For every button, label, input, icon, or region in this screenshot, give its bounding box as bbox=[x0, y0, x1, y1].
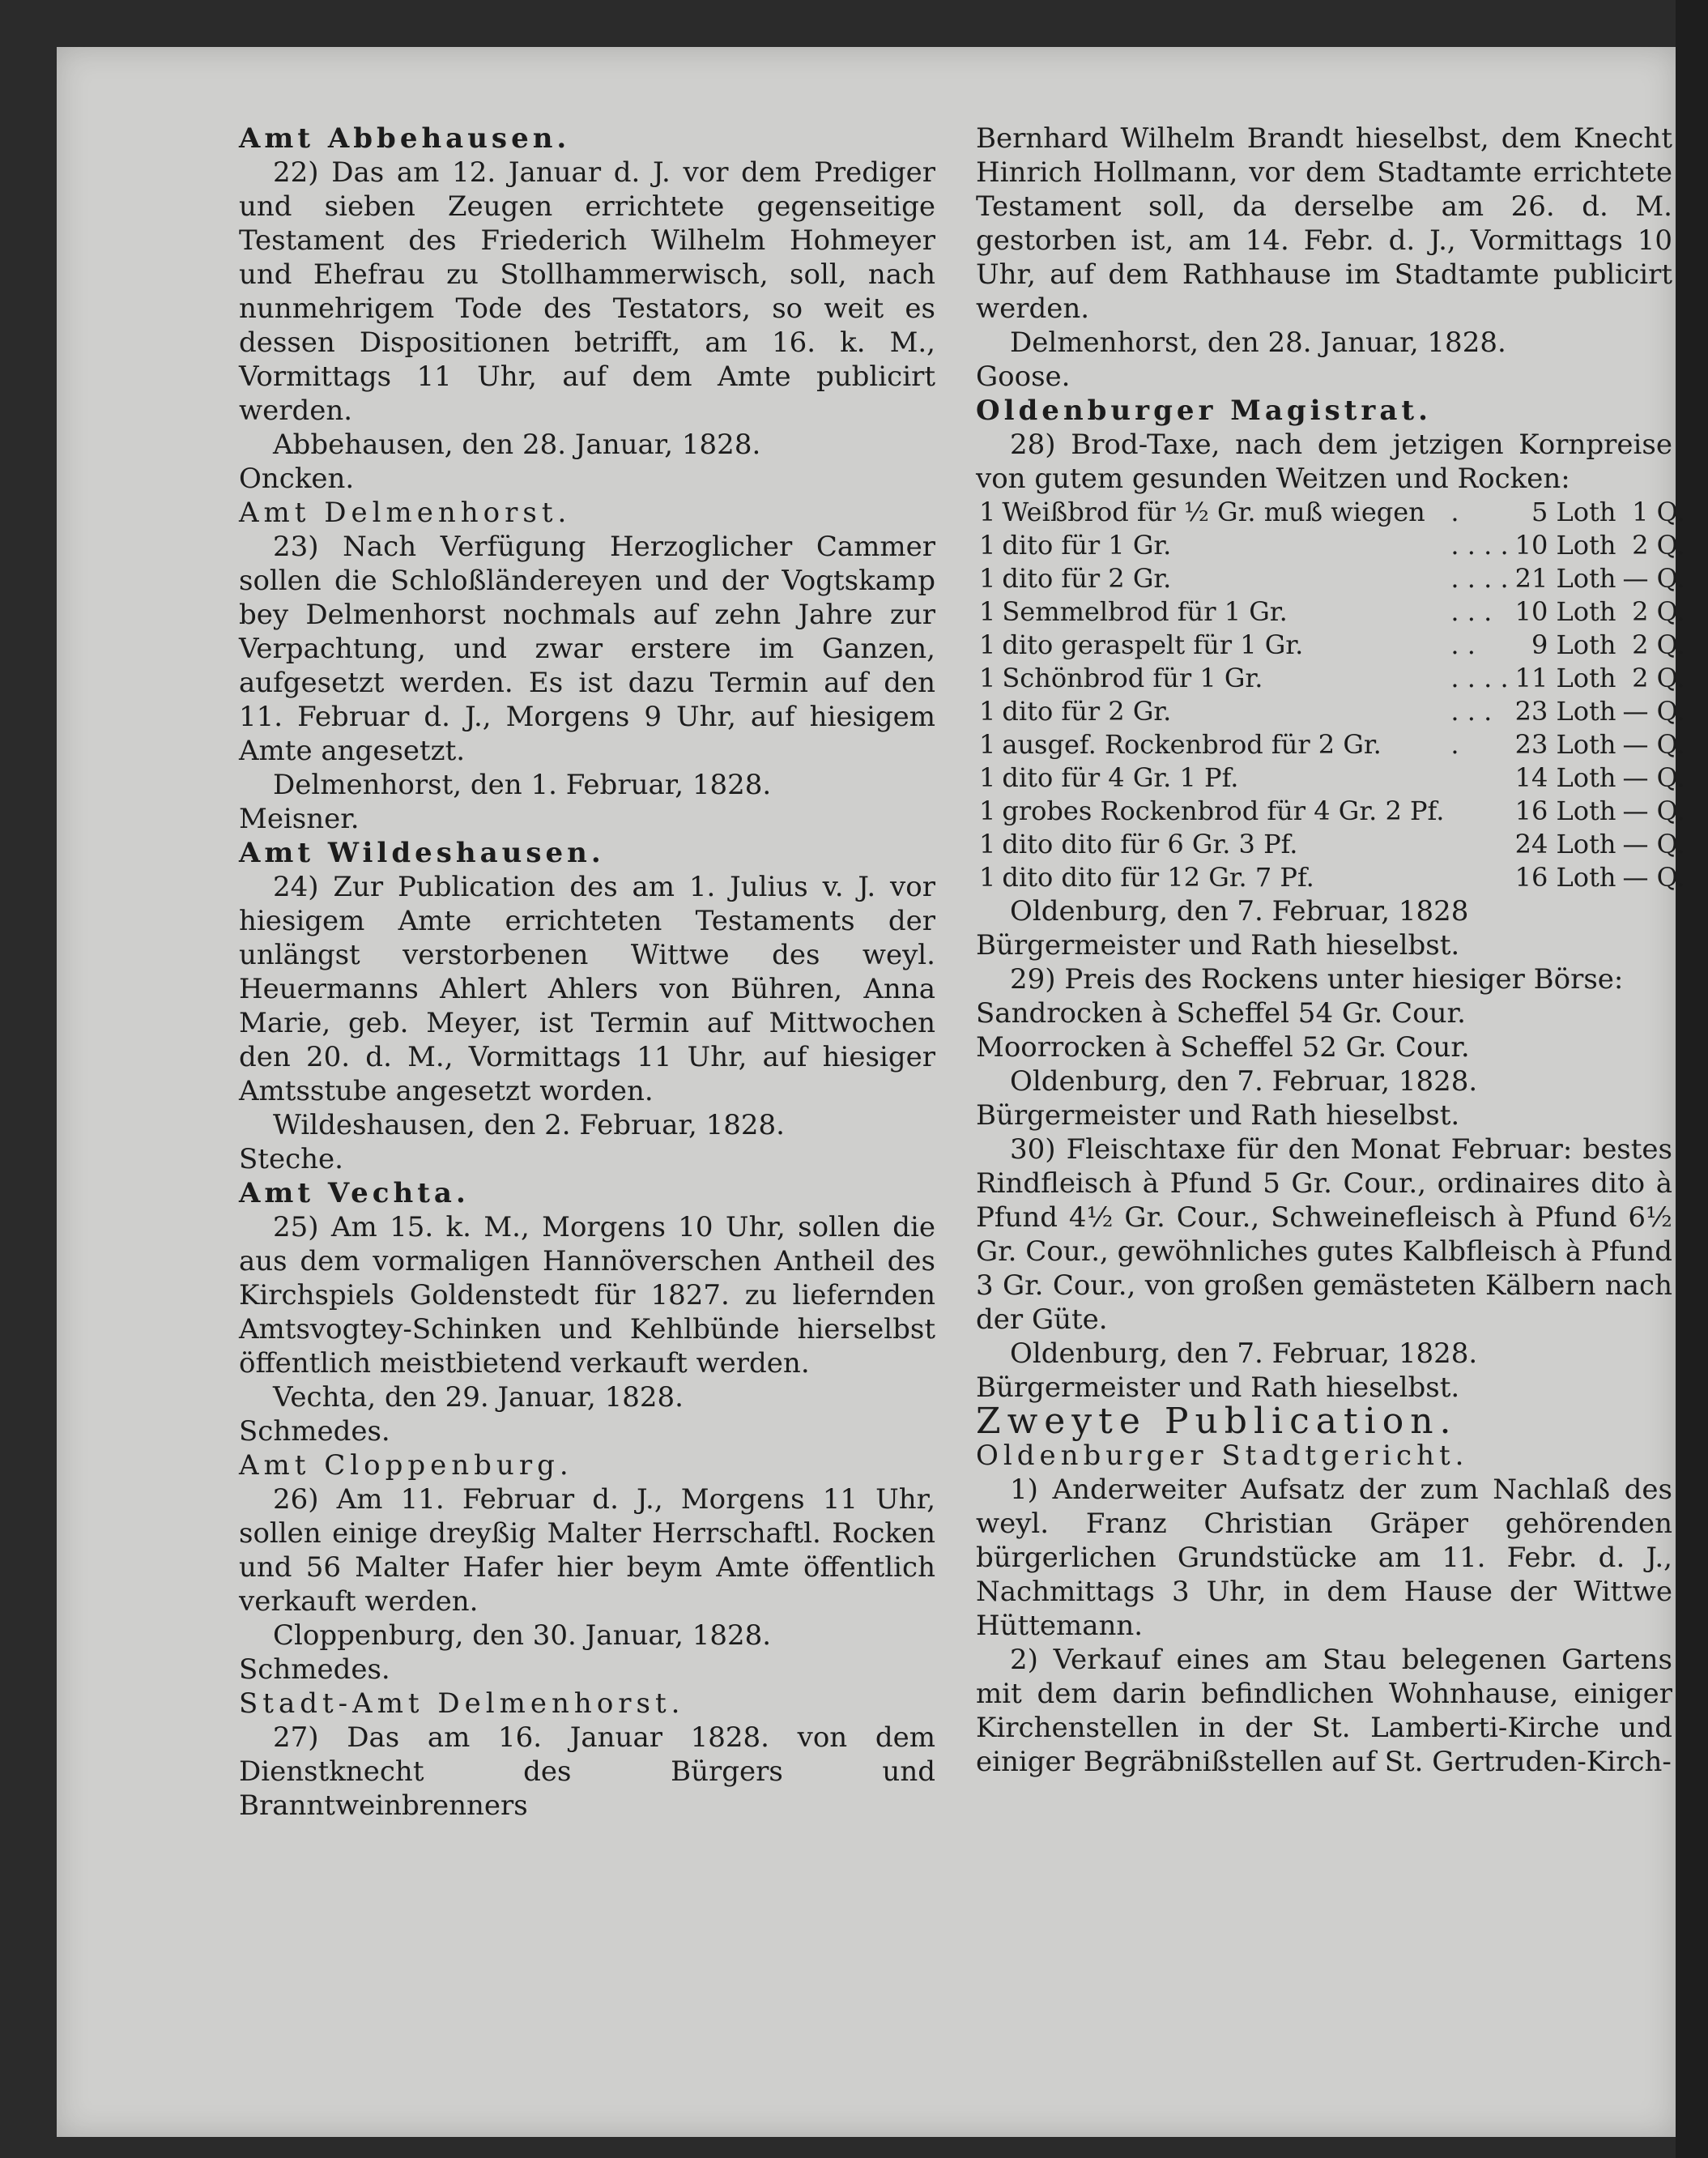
signature: Schmedes. bbox=[239, 1415, 390, 1448]
bread-weight: 24 Loth bbox=[1514, 829, 1616, 859]
notice-paragraph: 23) Nach Verfügung Herzoglicher Cammer sollen die Schloßländereyen und der Vogtskamp bey Delmenhorst nochmals auf zehn Jahre zur Verpachtung, und zwar erstere im Ganzen, aufgesetzt werden. Es ist dazu Termin auf den 11. Februar d. J., Morgens 9 Uhr, auf hiesigem Amte angesetzt. bbox=[239, 531, 935, 767]
bread-qty: 1 bbox=[979, 629, 996, 660]
table-row bbox=[976, 828, 1688, 861]
table-row bbox=[976, 761, 1688, 795]
bread-qty: 1 bbox=[979, 497, 996, 527]
section-heading: Oldenburger Magistrat. bbox=[976, 394, 1432, 427]
bread-quentin: 2 Q. bbox=[1632, 629, 1685, 660]
bread-item: dito geraspelt für 1 Gr. bbox=[1002, 629, 1304, 660]
bread-quentin: — Q. bbox=[1622, 829, 1685, 859]
notice-paragraph: 25) Am 15. k. M., Morgens 10 Uhr, sollen die aus dem vormaligen Hannöverschen Antheil des Kirchspiels Goldenstedt für 1827. zu liefernden Amtsvogtey-Schinken und Kehlbünde hierselbst öffentlich meistbietend verkauft werden. bbox=[239, 1211, 935, 1380]
bread-qty: 1 bbox=[979, 530, 996, 561]
signature: Bürgermeister und Rath hieselbst. bbox=[976, 929, 1460, 962]
place-date-line: Oldenburg, den 7. Februar, 1828. bbox=[1010, 1065, 1478, 1098]
bread-qty: 1 bbox=[979, 862, 996, 893]
bread-dots: . . . . bbox=[1450, 663, 1509, 693]
bread-qty: 1 bbox=[979, 696, 996, 727]
place-date-line: Delmenhorst, den 28. Januar, 1828. bbox=[1010, 326, 1506, 359]
section-heading: Oldenburger Stadtgericht. bbox=[976, 1439, 1469, 1472]
bread-dots: . . . bbox=[1450, 596, 1493, 627]
signature: Bürgermeister und Rath hieselbst. bbox=[976, 1371, 1460, 1404]
bread-weight: 23 Loth bbox=[1514, 729, 1616, 760]
bread-item: dito dito für 12 Gr. 7 Pf. bbox=[1002, 862, 1314, 893]
right-column-bottom bbox=[976, 894, 1672, 1779]
notice-paragraph: 22) Das am 12. Januar d. J. vor dem Prediger und sieben Zeugen errichtete gegenseitige Testament des Friederich Wilhelm Hohmeyer und Ehefrau zu Stollhammerwisch, soll, nach nunmehrigem Tode des Testators, so weit es dessen Dispositionen betrifft, am 16. k. M., Vormittags 11 Uhr, auf dem Amte publicirt werden. bbox=[239, 156, 935, 427]
signature: Meisner. bbox=[239, 803, 360, 835]
place-date-line: Delmenhorst, den 1. Februar, 1828. bbox=[273, 769, 772, 801]
place-date-line: Abbehausen, den 28. Januar, 1828. bbox=[273, 429, 761, 461]
signature: Steche. bbox=[239, 1143, 343, 1175]
bread-weight: 11 Loth bbox=[1514, 663, 1616, 693]
section-heading: Stadt-Amt Delmenhorst. bbox=[239, 1687, 685, 1720]
signature: Schmedes. bbox=[239, 1653, 390, 1686]
section-heading: Amt Abbehausen. bbox=[239, 122, 571, 155]
bread-weight: 23 Loth bbox=[1514, 696, 1616, 727]
notice-paragraph: Bernhard Wilhelm Brandt hieselbst, dem Knecht Hinrich Hollmann, vor dem Stadtamte errichtete Testament soll, da derselbe am 26. d. M. gestorben ist, am 14. Febr. d. J., Vormittags 10 Uhr, auf dem Rathhause im Stadtamte publicirt werden. bbox=[976, 122, 1672, 325]
place-date-line: Wildeshausen, den 2. Februar, 1828. bbox=[273, 1109, 785, 1141]
notice-paragraph: 29) Preis des Rockens unter hiesiger Börse: bbox=[1010, 963, 1624, 996]
table-row bbox=[976, 629, 1688, 662]
bread-dots bbox=[1447, 861, 1511, 894]
right-column bbox=[976, 122, 1685, 1779]
bread-qty: 1 bbox=[979, 729, 996, 760]
bread-dots: . . bbox=[1450, 629, 1476, 660]
bread-item: grobes Rockenbrod für 4 Gr. 2 Pf. bbox=[1002, 795, 1445, 826]
place-date-line: Vechta, den 29. Januar, 1828. bbox=[273, 1381, 684, 1414]
bread-qty: 1 bbox=[979, 795, 996, 826]
table-row bbox=[976, 562, 1688, 595]
bread-qty: 1 bbox=[979, 762, 996, 793]
bread-qty: 1 bbox=[979, 563, 996, 594]
signature: Oncken. bbox=[239, 463, 355, 495]
bread-item: dito für 2 Gr. bbox=[1002, 696, 1172, 727]
bread-dots bbox=[1447, 795, 1511, 828]
bread-tax-table bbox=[976, 496, 1688, 894]
section-heading: Amt Vechta. bbox=[239, 1177, 470, 1209]
bread-item: dito dito für 6 Gr. 3 Pf. bbox=[1002, 829, 1298, 859]
table-row bbox=[976, 795, 1688, 828]
bread-quentin: — Q. bbox=[1622, 862, 1685, 893]
bread-weight: 5 Loth bbox=[1531, 497, 1616, 527]
bread-dots: . . . bbox=[1450, 696, 1493, 727]
section-heading: Amt Wildeshausen. bbox=[239, 837, 605, 869]
bread-quentin: 2 Q. bbox=[1632, 530, 1685, 561]
place-date-line: Oldenburg, den 7. Februar, 1828 bbox=[1010, 895, 1469, 928]
table-row bbox=[976, 529, 1688, 562]
bread-weight: 14 Loth bbox=[1514, 762, 1616, 793]
left-column bbox=[239, 122, 935, 1823]
bread-quentin: — Q. bbox=[1622, 563, 1685, 594]
bread-weight: 9 Loth bbox=[1531, 629, 1616, 660]
bread-quentin: 1 Q. bbox=[1632, 497, 1685, 527]
signature: Bürgermeister und Rath hieselbst. bbox=[976, 1099, 1460, 1132]
section-heading: Amt Delmenhorst. bbox=[239, 497, 572, 529]
bread-quentin: — Q. bbox=[1622, 696, 1685, 727]
bread-item: Semmelbrod für 1 Gr. bbox=[1002, 596, 1288, 627]
table-row bbox=[976, 728, 1688, 761]
bread-item: dito für 4 Gr. 1 Pf. bbox=[1002, 762, 1239, 793]
signature: Goose. bbox=[976, 360, 1071, 393]
bread-dots: . bbox=[1450, 729, 1459, 760]
notice-paragraph: 1) Anderweiter Aufsatz der zum Nachlaß des weyl. Franz Christian Gräper gehörenden bürgerlichen Grundstücke am 11. Febr. d. J., Nachmittags 3 Uhr, in dem Hause der Wittwe Hüttemann. bbox=[976, 1473, 1672, 1642]
scan-border bbox=[1676, 0, 1708, 2158]
right-column-top bbox=[976, 122, 1672, 496]
bread-weight: 16 Loth bbox=[1514, 795, 1616, 826]
bread-item: dito für 1 Gr. bbox=[1002, 530, 1172, 561]
notice-paragraph: 24) Zur Publication des am 1. Julius v. J. vor hiesigem Amte errichteten Testaments der unlängst verstorbenen Wittwe des weyl. Heuermanns Ahlert Ahlers von Bühren, Anna Marie, geb. Meyer, ist Termin auf Mittwochen den 20. d. M., Vormittags 11 Uhr, auf hiesiger Amtsstube angesetzt worden. bbox=[239, 871, 935, 1107]
bread-weight: 21 Loth bbox=[1514, 563, 1616, 594]
bread-qty: 1 bbox=[979, 663, 996, 693]
section-heading: Amt Cloppenburg. bbox=[239, 1449, 573, 1482]
bread-qty: 1 bbox=[979, 829, 996, 859]
bread-dots bbox=[1447, 761, 1511, 795]
notice-paragraph: 30) Fleischtaxe für den Monat Februar: bestes Rindfleisch à Pfund 5 Gr. Cour., ordinaires dito à Pfund 4½ Gr. Cour., Schweinefleisch à Pfund 6½ Gr. Cour., gewöhnliches gutes Kalbfleisch à Pfund 3 Gr. Cour., von großen gemästeten Kälbern nach der Güte. bbox=[976, 1133, 1672, 1336]
bread-item: dito für 2 Gr. bbox=[1002, 563, 1172, 594]
bread-dots bbox=[1447, 828, 1511, 861]
table-row bbox=[976, 496, 1688, 529]
bread-item: Schönbrod für 1 Gr. bbox=[1002, 663, 1263, 693]
notice-paragraph: 2) Verkauf eines am Stau belegenen Gartens mit dem darin befindlichen Wohnhause, einiger Kirchenstellen in der St. Lamberti-Kirche und einiger Begräbnißstellen auf St. Gertruden-Kirch- bbox=[976, 1644, 1672, 1778]
bread-weight: 10 Loth bbox=[1514, 596, 1616, 627]
bread-dots: . . . . bbox=[1450, 530, 1509, 561]
table-row bbox=[976, 861, 1688, 894]
notice-paragraph: 26) Am 11. Februar d. J., Morgens 11 Uhr, sollen einige dreyßig Malter Herrschaftl. Rocken und 56 Malter Hafer hier beym Amte öffentlich verkauft werden. bbox=[239, 1483, 935, 1618]
bread-dots: . . . . bbox=[1450, 563, 1509, 594]
bread-weight: 10 Loth bbox=[1514, 530, 1616, 561]
bread-quentin: — Q. bbox=[1622, 795, 1685, 826]
bread-item: ausgef. Rockenbrod für 2 Gr. bbox=[1002, 729, 1382, 760]
bread-quentin: 2 Q. bbox=[1632, 596, 1685, 627]
notice-paragraph: 28) Brod-Taxe, nach dem jetzigen Kornpreise von gutem gesunden Weitzen und Rocken: bbox=[976, 429, 1672, 495]
place-date-line: Oldenburg, den 7. Februar, 1828. bbox=[1010, 1337, 1478, 1370]
bread-qty: 1 bbox=[979, 596, 996, 627]
notice-paragraph: Moorrocken à Scheffel 52 Gr. Cour. bbox=[976, 1031, 1470, 1064]
notice-paragraph: 27) Das am 16. Januar 1828. von dem Dienstknecht des Bürgers und Branntweinbrenners bbox=[239, 1721, 935, 1822]
table-row bbox=[976, 662, 1688, 695]
bread-item: Weißbrod für ½ Gr. muß wiegen bbox=[1002, 497, 1425, 527]
table-row bbox=[976, 595, 1688, 629]
bread-quentin: — Q. bbox=[1622, 729, 1685, 760]
publication-title: Zweyte Publication. bbox=[976, 1401, 1458, 1442]
notice-paragraph: Sandrocken à Scheffel 54 Gr. Cour. bbox=[976, 997, 1466, 1030]
place-date-line: Cloppenburg, den 30. Januar, 1828. bbox=[273, 1619, 772, 1652]
bread-weight: 16 Loth bbox=[1514, 862, 1616, 893]
bread-quentin: 2 Q. bbox=[1632, 663, 1685, 693]
bread-quentin: — Q. bbox=[1622, 762, 1685, 793]
table-row bbox=[976, 695, 1688, 728]
bread-dots: . bbox=[1450, 497, 1459, 527]
